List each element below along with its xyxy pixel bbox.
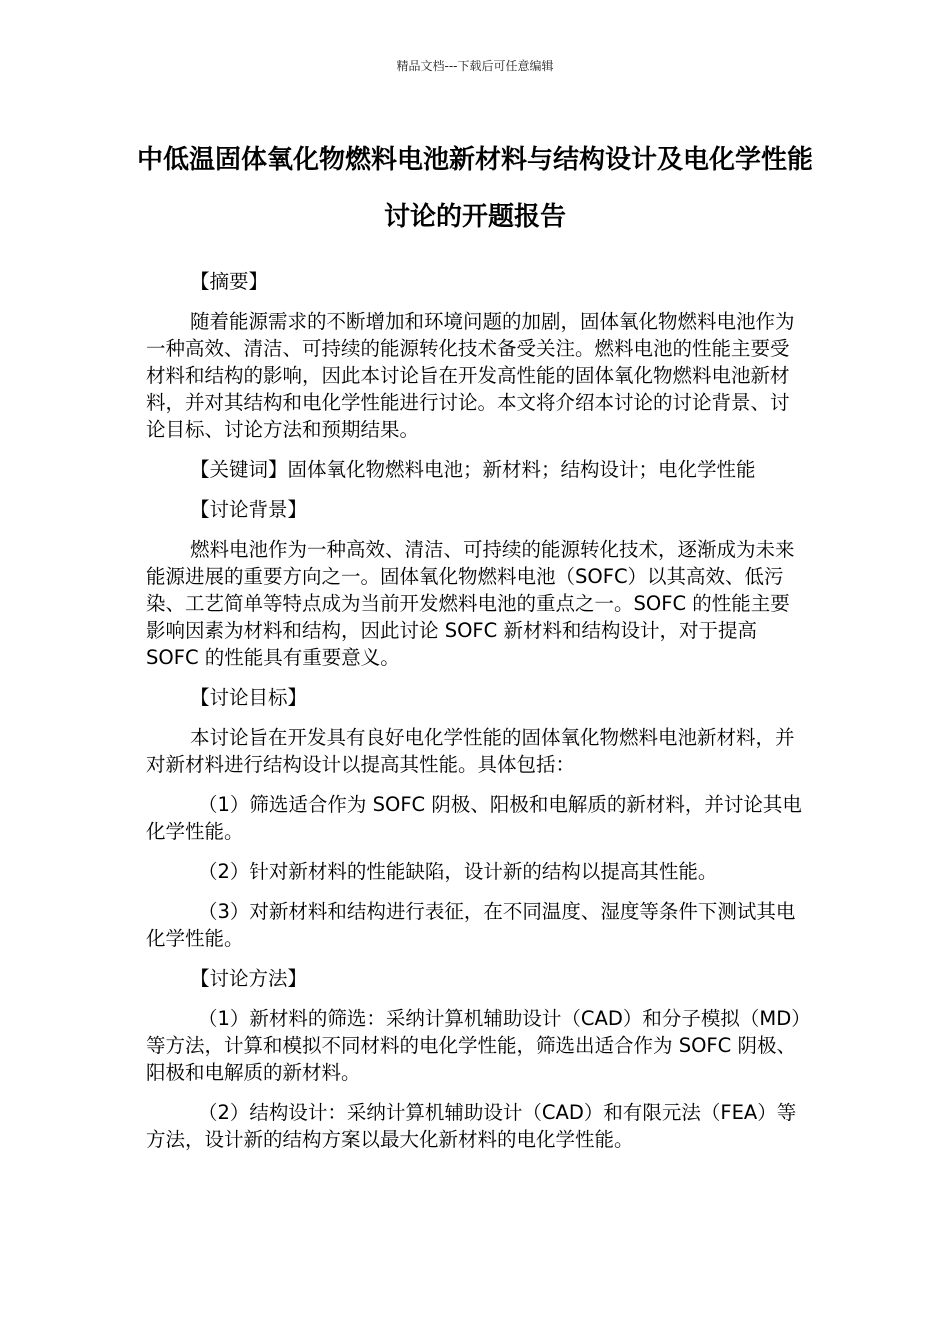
document-title: 中低温固体氧化物燃料电池新材料与结构设计及电化学性能讨论的开题报告 [136, 145, 813, 232]
methods-item: （1）新材料的筛选：采纳计算机辅助设计（CAD）和分子模拟（MD）等方法，计算和模拟不同材料的电化学性能，筛选出适合作为 SOFC 阴极、阳极和电解质的新材料。 [146, 1007, 801, 1084]
background-label: 【讨论背景】 [190, 498, 308, 521]
methods-item: （2）结构设计：采纳计算机辅助设计（CAD）和有限元法（FEA）等方法，设计新的结构方案以最大化新材料的电化学性能。 [146, 1101, 797, 1151]
keywords-line: 【关键词】固体氧化物燃料电池；新材料；结构设计；电化学性能 [190, 458, 756, 481]
abstract-paragraph: 随着能源需求的不断增加和环境问题的加剧，固体氧化物燃料电池作为一种高效、清洁、可持续的能源转化技术备受关注。燃料电池的性能主要受材料和结构的影响，因此本讨论旨在开发高性能的固体氧化物燃料电池新材料，并对其结构和电化学性能进行讨论。本文将介绍本讨论的讨论背景、讨论目标、讨论方法和预期结果。 [146, 310, 795, 441]
page-header-note: 精品文档---下载后可任意编辑 [396, 59, 554, 73]
abstract-label: 【摘要】 [190, 270, 269, 293]
goals-paragraph: 本讨论旨在开发具有良好电化学性能的固体氧化物燃料电池新材料，并对新材料进行结构设计以提高其性能。具体包括： [146, 726, 795, 776]
document-body [146, 268, 808, 1166]
goals-item: （2）针对新材料的性能缺陷，设计新的结构以提高其性能。 [198, 860, 718, 883]
background-paragraph: 燃料电池作为一种高效、清洁、可持续的能源转化技术，逐渐成为未来能源进展的重要方向之一。固体氧化物燃料电池（SOFC）以其高效、低污染、工艺简单等特点成为当前开发燃料电池的重点之一。SOFC 的性能主要影响因素为材料和结构，因此讨论 SOFC 新材料和结构设计，对于提高 SOFC 的性能具有重要意义。 [146, 538, 795, 669]
methods-label: 【讨论方法】 [190, 967, 308, 990]
goals-item: （3）对新材料和结构进行表征，在不同温度、湿度等条件下测试其电化学性能。 [146, 900, 796, 950]
goals-label: 【讨论目标】 [190, 686, 308, 709]
goals-item: （1）筛选适合作为 SOFC 阴极、阳极和电解质的新材料，并讨论其电化学性能。 [146, 793, 802, 843]
